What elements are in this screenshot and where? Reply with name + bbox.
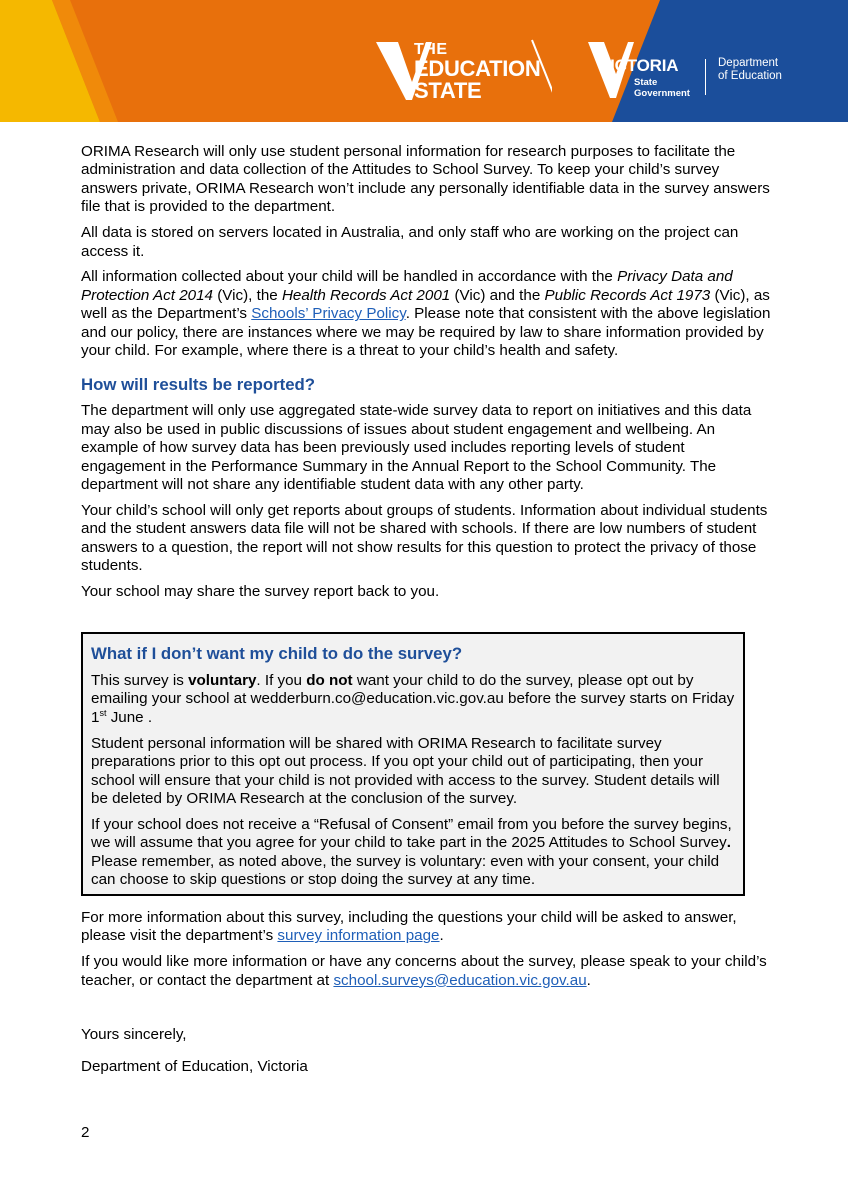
department-line-1: Department xyxy=(718,57,779,69)
opt-out-box xyxy=(81,632,745,896)
more-info-text-a: For more information about this survey, including the questions your child will be asked to answer, please visit the department’s xyxy=(81,909,737,945)
paragraph-legislation xyxy=(81,268,771,360)
paragraph-more-info xyxy=(81,909,771,946)
contact-text-b: . xyxy=(586,971,591,989)
signoff xyxy=(81,1026,308,1091)
main-content xyxy=(81,143,771,609)
logo-state: STATE xyxy=(414,78,482,103)
signoff-greeting: Yours sincerely, xyxy=(81,1026,187,1043)
logo-divider xyxy=(705,59,706,95)
legislation-text-e: . Please note that consistent with the above legislation and our policy, there are instances where we may be required by law to share information provided by your child. For example, where there is a threat to your child’s health and safety. xyxy=(81,305,771,360)
voluntary-text-c: want your child to do the survey, please opt out by emailing your school at wedderburn.co@education.vic.gov.au before the survey starts on Friday 1 xyxy=(91,672,735,726)
heading-opt-out: What if I don’t want my child to do the survey? xyxy=(91,644,463,663)
paragraph-orima-sharing: Student personal information will be shared with ORIMA Research to facilitate survey preparations prior to this opt out process. If you opt your child out of participating, then your school will ensure that your child is not provided with access to the survey. Student details will be deleted by ORIMA Research at the conclusion of the survey. xyxy=(91,734,720,807)
paragraph-refusal-consent xyxy=(91,816,735,890)
voluntary-text-d: June . xyxy=(106,708,153,726)
paragraph-voluntary xyxy=(91,672,735,727)
do-not-bold: do not xyxy=(306,672,353,689)
paragraph-orima: ORIMA Research will only use student personal information for research purposes to facilitate the administration and data collection of the Attitudes to School Survey. To keep your child’s survey answers private, ORIMA Research won’t include any personally identifiable data in the survey answers file that is provided to the department. xyxy=(81,143,770,216)
heading-results: How will results be reported? xyxy=(81,375,316,395)
logo-education: EDUCATION xyxy=(414,56,541,81)
school-surveys-email-link[interactable]: school.surveys@education.vic.gov.au xyxy=(333,971,587,989)
education-state-logo-text xyxy=(414,42,540,102)
act-health-records: Health Records Act 2001 xyxy=(281,286,451,304)
logo-the: THE xyxy=(414,41,448,58)
paragraph-aggregated-data: The department will only use aggregated state-wide survey data to report on initiatives and this data may also be used in public discussions of issues about student engagement and wellbeing. An example of how survey data has been previously used includes reporting levels of student engagement in the Performance Summary in the Annual Report to the School Community. The department will not share any identifiable student data with any other party. xyxy=(81,402,752,494)
act-privacy: Privacy Data and Protection Act 2014 xyxy=(81,268,733,304)
more-info-text-b: . xyxy=(439,927,444,945)
department-line-2: of Education xyxy=(718,70,782,82)
refusal-text-a: If your school does not receive a “Refusal of Consent” email from you before the survey begins, we will assume that you agree for your child to take part in the 2025 Attitudes to School Survey xyxy=(91,815,732,852)
legislation-text-d: (Vic), as well as the Department’s xyxy=(81,286,770,323)
refusal-text-b: Please remember, as noted above, the survey is voluntary: even with your consent, your child can choose to skip questions or stop doing the survey at any time. xyxy=(91,852,720,889)
logo-state-word: State xyxy=(634,77,658,88)
department-label xyxy=(718,57,782,83)
logo-state-government xyxy=(634,77,690,99)
paragraph-data-storage: All data is stored on servers located in Australia, and only staff who are working on the project can access it. xyxy=(81,224,739,260)
date-superscript: st xyxy=(99,707,107,718)
survey-information-link[interactable]: survey information page xyxy=(277,927,440,945)
privacy-policy-link[interactable]: Schools’ Privacy Policy xyxy=(251,305,406,323)
legislation-text-c: (Vic) and the xyxy=(450,286,545,304)
act-public-records: Public Records Act 1973 xyxy=(544,286,711,304)
logo-government-word: Government xyxy=(634,88,690,99)
more-info-section xyxy=(81,909,771,998)
voluntary-text-b: . If you xyxy=(256,672,307,689)
page-number: 2 xyxy=(81,1124,90,1141)
voluntary-bold: voluntary xyxy=(188,672,257,689)
signoff-department: Department of Education, Victoria xyxy=(81,1058,308,1076)
refusal-dot: . xyxy=(726,834,731,852)
legislation-text-a: All information collected about your child will be handled in accordance with the xyxy=(81,268,618,286)
logo-victoria: VICTORIA xyxy=(599,56,679,75)
legislation-text-b: (Vic), the xyxy=(213,286,282,304)
paragraph-school-reports: Your child’s school will only get reports about groups of students. Information about individual students and the student answers data file will not be shared with schools. If there are low numbers of student answers to a question, the report will not show results for this question to protect the privacy of those students. xyxy=(81,502,768,575)
paragraph-contact xyxy=(81,953,771,990)
paragraph-share-report: Your school may share the survey report back to you. xyxy=(81,583,440,601)
voluntary-text-a: This survey is xyxy=(91,672,189,689)
contact-text-a: If you would like more information or have any concerns about the survey, please speak to your child’s teacher, or contact the department at xyxy=(81,953,767,989)
